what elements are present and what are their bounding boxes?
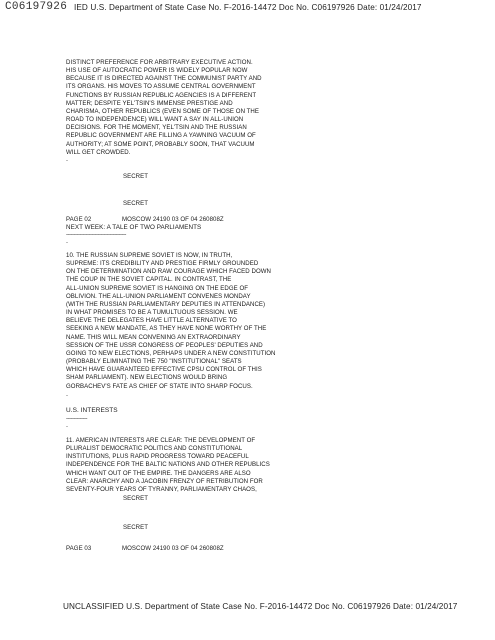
text-line: PLURALIST DEMOCRATIC POLITICS AND CONSTITUTIONAL	[66, 445, 243, 453]
text-line: SEEKING A NEW MANDATE, AS THEY HAVE NONE WORTHY OF THE	[66, 325, 267, 333]
text-line: MATTER; DESPITE YEL'TSIN'S IMMENSE PRESTIGE AND	[66, 99, 233, 107]
text-line: (PROBABLY ELIMINATING THE 750 "INSTITUTIONAL" SEATS	[66, 358, 242, 366]
text-line: INSTITUTIONS, PLUS RAPID PROGRESS TOWARD PEACEFUL	[66, 453, 249, 461]
page-number: PAGE 03	[66, 545, 92, 552]
document-id-stamp: C06197926	[5, 1, 68, 13]
text-line: (WITH THE RUSSIAN PARLIAMENTARY DEPUTIES IN ATTENDANCE)	[66, 300, 266, 308]
text-line: BELIEVE THE DELEGATES HAVE LITTLE ALTERNATIVE TO	[66, 317, 237, 325]
text-line: SUPREME: ITS CREDIBILITY AND PRESTIGE FIRMLY GROUNDED	[66, 260, 259, 268]
text-line: ON THE DETERMINATION AND RAW COURAGE WHICH FACED DOWN	[66, 268, 271, 276]
text-line: THE COUP IN THE SOVIET CAPITAL. IN CONTRAST, THE	[66, 276, 232, 284]
text-line: GORBACHEV'S FATE AS CHIEF OF STATE INTO SHARP FOCUS.	[66, 382, 253, 390]
text-line: WHICH WANT OUT OF THE EMPIRE. THE DANGERS ARE ALSO	[66, 469, 251, 477]
dash-rule: ----------------------------------------	[66, 232, 126, 238]
paragraph-10	[66, 252, 275, 391]
secret-marking: SECRET	[123, 524, 149, 531]
secret-marking: SECRET	[123, 200, 149, 207]
text-line: OBLIVION. THE ALL-UNION PARLIAMENT CONVENES MONDAY	[66, 292, 251, 300]
next-week-heading: NEXT WEEK: A TALE OF TWO PARLIAMENTS	[66, 224, 202, 231]
text-line: GOING TO NEW ELECTIONS, PERHAPS UNDER A NEW CONSTITUTION	[66, 349, 276, 357]
text-line: CHARISMA, OTHER REPUBLICS (EVEN SOME OF THOSE ON THE	[66, 107, 260, 115]
text-line: WHICH HAVE GUARANTEED EFFECTIVE CPSU CONTROL OF THIS	[66, 366, 262, 374]
text-line: WILL GET CROWDED.	[66, 148, 131, 156]
text-line: DECISIONS. FOR THE MOMENT, YEL'TSIN AND THE RUSSIAN	[66, 124, 247, 132]
footer-release-line: UNCLASSIFIED U.S. Department of State Case No. F-2016-14472 Doc No. C06197926 Date: 01/24/2017	[63, 602, 458, 611]
us-interests-heading: U.S. INTERESTS	[66, 407, 118, 414]
text-line: INDEPENDENCE FOR THE BALTIC NATIONS AND OTHER REPUBLICS	[66, 461, 270, 469]
text-line: AUTHORITY; AT SOME POINT, PROBABLY SOON, THAT VACUUM	[66, 140, 255, 148]
header-release-line: IED U.S. Department of State Case No. F-2016-14472 Doc No. C06197926 Date: 01/24/2017	[74, 3, 422, 12]
text-line: NAME. THIS WILL MEAN CONVENING AN EXTRAORDINARY	[66, 333, 241, 341]
text-line: 11. AMERICAN INTERESTS ARE CLEAR: THE DEVELOPMENT OF	[66, 437, 256, 444]
text-line: REPUBLIC GOVERNMENT ARE FILLING A YAWNING VACUUM OF	[66, 132, 256, 140]
text-line: SHAM PARLIAMENT). NEW ELECTIONS WOULD BRING	[66, 374, 228, 382]
text-line: 10. THE RUSSIAN SUPREME SOVIET IS NOW, IN TRUTH,	[66, 252, 233, 259]
text-line: DISTINCT PREFERENCE FOR ARBITRARY EXECUTIVE ACTION.	[66, 59, 253, 66]
page-02-line	[66, 216, 224, 223]
text-line: SEVENTY-FOUR YEARS OF TYRANNY, PARLIAMENTARY CHAOS,	[66, 485, 257, 493]
cable-reference: MOSCOW 24190 03 OF 04 260808Z	[122, 545, 224, 552]
secret-marking: SECRET	[123, 173, 149, 180]
paragraph-11	[66, 437, 270, 494]
bullet-mark: -	[66, 240, 68, 246]
text-line: SESSION OF THE USSR CONGRESS OF PEOPLES' DEPUTIES AND	[66, 341, 263, 349]
bullet-mark: -	[66, 393, 68, 399]
text-line: IN WHAT PROMISES TO BE A TUMULTUOUS SESSION. WE	[66, 309, 238, 317]
bullet-mark: -	[66, 424, 68, 430]
text-line: HIS USE OF AUTOCRATIC POWER IS WIDELY POPULAR NOW	[66, 67, 248, 75]
dash-rule: --------------	[66, 416, 87, 422]
text-line: ROAD TO INDEPENDENCE) WILL WANT A SAY IN ALL-UNION	[66, 116, 244, 124]
text-line: ALL-UNION SUPREME SOVIET IS HANGING ON THE EDGE OF	[66, 284, 249, 292]
paragraph-9-continuation	[66, 59, 262, 157]
secret-marking: SECRET	[123, 495, 149, 502]
text-line: CLEAR: ANARCHY AND A JACOBIN FRENZY OF RETRIBUTION FOR	[66, 477, 263, 485]
page-03-line	[66, 545, 224, 552]
text-line: FUNCTIONS BY RUSSIAN REPUBLIC AGENCIES IS A DIFFERENT	[66, 91, 257, 99]
page-number: PAGE 02	[66, 216, 92, 223]
text-line: ITS ORGANS. HIS MOVES TO ASSUME CENTRAL GOVERNMENT	[66, 83, 256, 91]
text-line: BECAUSE IT IS DIRECTED AGAINST THE COMMUNIST PARTY AND	[66, 75, 262, 83]
bullet-mark: -	[66, 158, 68, 164]
cable-reference: MOSCOW 24190 03 OF 04 260808Z	[122, 216, 224, 223]
